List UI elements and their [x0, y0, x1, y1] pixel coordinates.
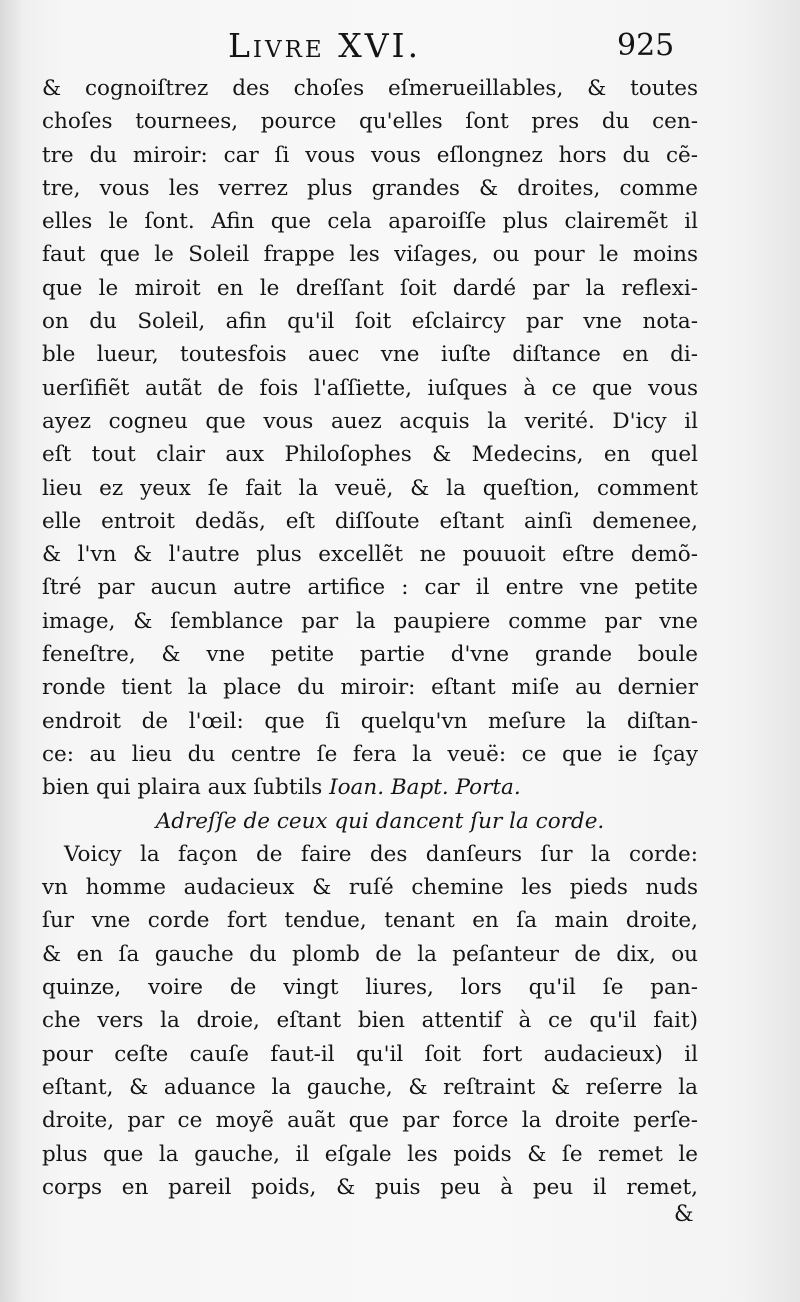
- text-line: ſtré par aucun autre artifice : car il entre vne petite: [42, 575, 698, 601]
- text-line: endroit de l'œil: que ſi quelqu'vn meſure la diſtan-: [42, 708, 698, 734]
- text-line: eſt tout clair aux Philoſophes & Medecins, en quel: [42, 442, 698, 468]
- section-text-line: plus que la gauche, il eſgale les poids & ſe remet le: [42, 1141, 698, 1167]
- text-fragment: bien qui plaira aux ſubtils: [42, 775, 323, 801]
- section-text-line: droite, par ce moyẽ auãt que par force la droite perſe-: [42, 1108, 698, 1134]
- section-text-line: vn homme audacieux & ruſé chemine les pieds nuds: [42, 875, 698, 901]
- text-line: choſes tournees, pource qu'elles ſont pres du cen-: [42, 109, 698, 135]
- page-header: [0, 26, 800, 68]
- text-line: ayez cogneu que vous auez acquis la verité. D'icy il: [42, 408, 698, 434]
- page-number: 925: [617, 28, 675, 63]
- text-line: tre du miroir: car ſi vous vous eſlongnez hors du cẽ-: [42, 142, 698, 168]
- text-line: ronde tient la place du miroir: eſtant miſe au dernier: [42, 675, 698, 701]
- text-line: elles le ſont. Afin que cela aparoiſſe plus clairemẽt il: [42, 209, 698, 235]
- text-line: elle entroit dedãs, eſt diſſoute eſtant ainſi demenee,: [42, 508, 698, 534]
- text-line: feneſtre, & vne petite partie d'vne grande boule: [42, 642, 698, 668]
- catchword: &: [674, 1202, 694, 1227]
- section-text-line: che vers la droie, eſtant bien attentif à ce qu'il fait): [42, 1008, 698, 1034]
- running-head: Livre XVI.: [228, 26, 422, 65]
- section-text-line: quinze, voire de vingt liures, lors qu'il ſe pan-: [42, 975, 698, 1001]
- text-line: faut que le Soleil frappe les viſages, ou pour le moins: [42, 242, 698, 268]
- section-text-line: ſur vne corde fort tendue, tenant en ſa main droite,: [42, 908, 698, 934]
- text-line: image, & ſemblance par la paupiere comme par vne: [42, 608, 698, 634]
- text-line: & cognoiſtrez des choſes eſmerueillables, & toutes: [42, 76, 698, 101]
- text-line: ce: au lieu du centre ſe fera la veuë: ce que ie ſçay: [42, 741, 698, 767]
- text-line: que le miroit en le dreſſant ſoit dardé par la reflexi-: [42, 275, 698, 301]
- text-line-with-author: [42, 771, 698, 804]
- author-name: Ioan. Bapt. Porta.: [329, 775, 521, 801]
- text-line: lieu ez yeux ſe fait la veuë, & la queſtion, comment: [42, 475, 698, 501]
- text-line: tre, vous les verrez plus grandes & droites, comme: [42, 175, 698, 201]
- text-line: ble lueur, toutesfois auec vne iuſte diſtance en di-: [42, 342, 698, 368]
- section-text-line: eſtant, & aduance la gauche, & reſtraint & reſerre la: [42, 1074, 698, 1100]
- text-line: on du Soleil, afin qu'il ſoit eſclaircy par vne nota-: [42, 309, 698, 335]
- section-text-line: & en ſa gauche du plomb de la peſanteur de dix, ou: [42, 941, 698, 967]
- section-text-line: pour ceſte cauſe faut-il qu'il ſoit fort audacieux) il: [42, 1041, 698, 1067]
- text-line: & l'vn & l'autre plus excellẽt ne pouuoit eſtre demõ-: [42, 542, 698, 568]
- section-heading: Adreſſe de ceux qui dancent ſur la corde.: [155, 808, 605, 834]
- section-text-line: corps en pareil poids, & puis peu à peu il remet,: [42, 1174, 698, 1200]
- main-text: [42, 72, 698, 1204]
- text-line: uerſifiẽt autãt de fois l'aſſiette, iuſques à ce que vous: [42, 375, 698, 401]
- section-text-line: Voicy la façon de faire des danſeurs ſur la corde:: [64, 841, 698, 867]
